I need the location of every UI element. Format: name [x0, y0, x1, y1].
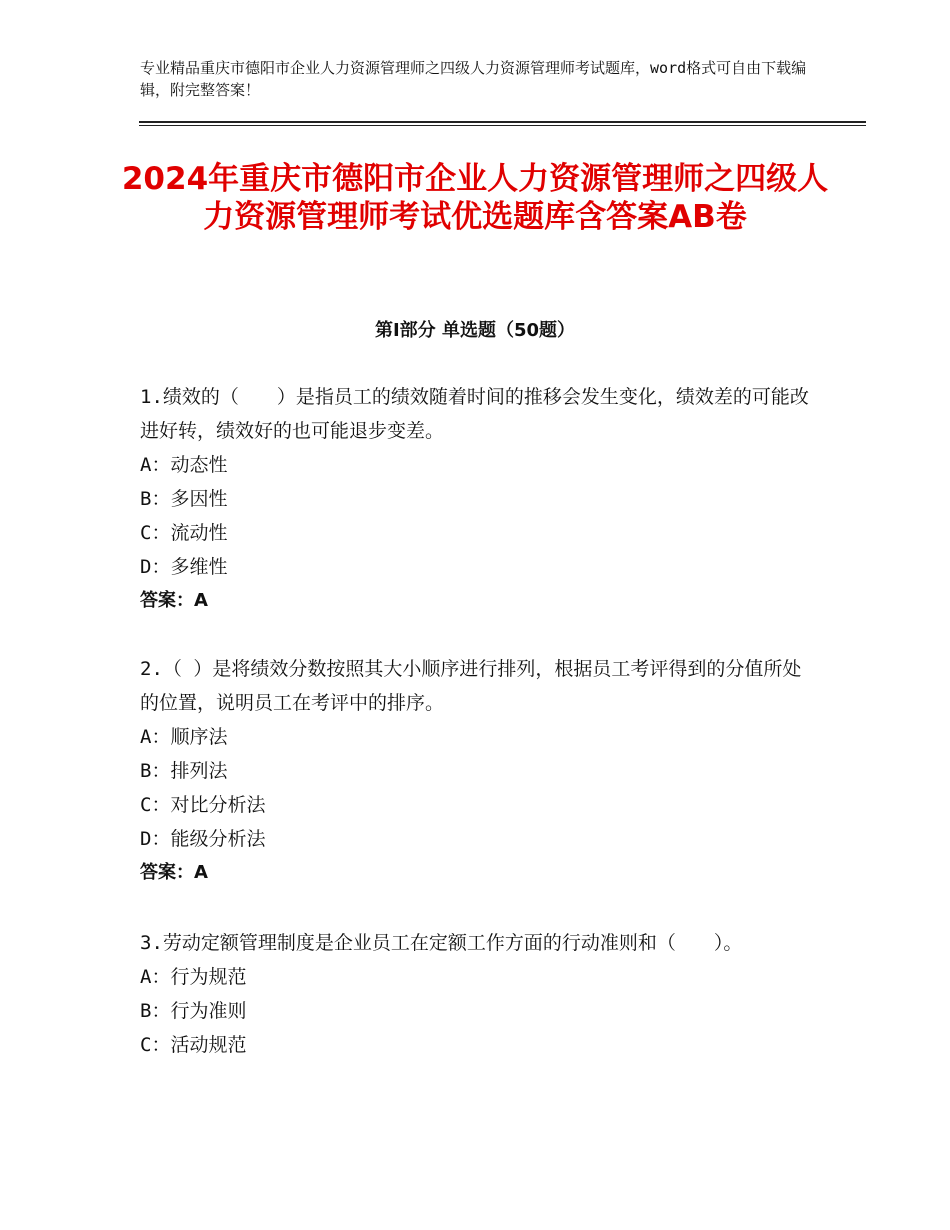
- question-1: [140, 380, 810, 618]
- option-d: D：多维性: [140, 556, 228, 578]
- option-b: B：行为准则: [140, 1000, 247, 1022]
- option-c: C：活动规范: [140, 1034, 247, 1056]
- question-stem: 3.劳动定额管理制度是企业员工在定额工作方面的行动准则和（ ）。: [140, 932, 743, 954]
- header-note: 专业精品重庆市德阳市企业人力资源管理师之四级人力资源管理师考试题库，word格式可自由下载编辑，附完整答案！: [140, 59, 807, 99]
- question-3: [140, 926, 810, 1062]
- option-b: B：排列法: [140, 760, 228, 782]
- question-stem: 2.（ ）是将绩效分数按照其大小顺序进行排列，根据员工考评得到的分值所处的位置，说明员工在考评中的排序。: [140, 658, 802, 714]
- question-stem: 1.绩效的（ ）是指员工的绩效随着时间的推移会发生变化，绩效差的可能改进好转，绩效好的也可能退步变差。: [140, 386, 809, 442]
- option-c: C：流动性: [140, 522, 228, 544]
- option-a: A：行为规范: [140, 966, 247, 988]
- option-a: A：顺序法: [140, 726, 228, 748]
- header-rule-thin: [139, 125, 866, 126]
- question-2: [140, 652, 810, 890]
- answer: 答案：A: [140, 590, 208, 611]
- option-b: B：多因性: [140, 488, 228, 510]
- option-a: A：动态性: [140, 454, 228, 476]
- section-heading: 第Ⅰ部分 单选题（50题）: [374, 320, 575, 341]
- option-c: C：对比分析法: [140, 794, 266, 816]
- answer: 答案：A: [140, 862, 208, 883]
- option-d: D：能级分析法: [140, 828, 266, 850]
- header-rule-thick: [139, 121, 866, 123]
- document-title: 2024年重庆市德阳市企业人力资源管理师之四级人力资源管理师考试优选题库含答案AB卷: [121, 161, 829, 235]
